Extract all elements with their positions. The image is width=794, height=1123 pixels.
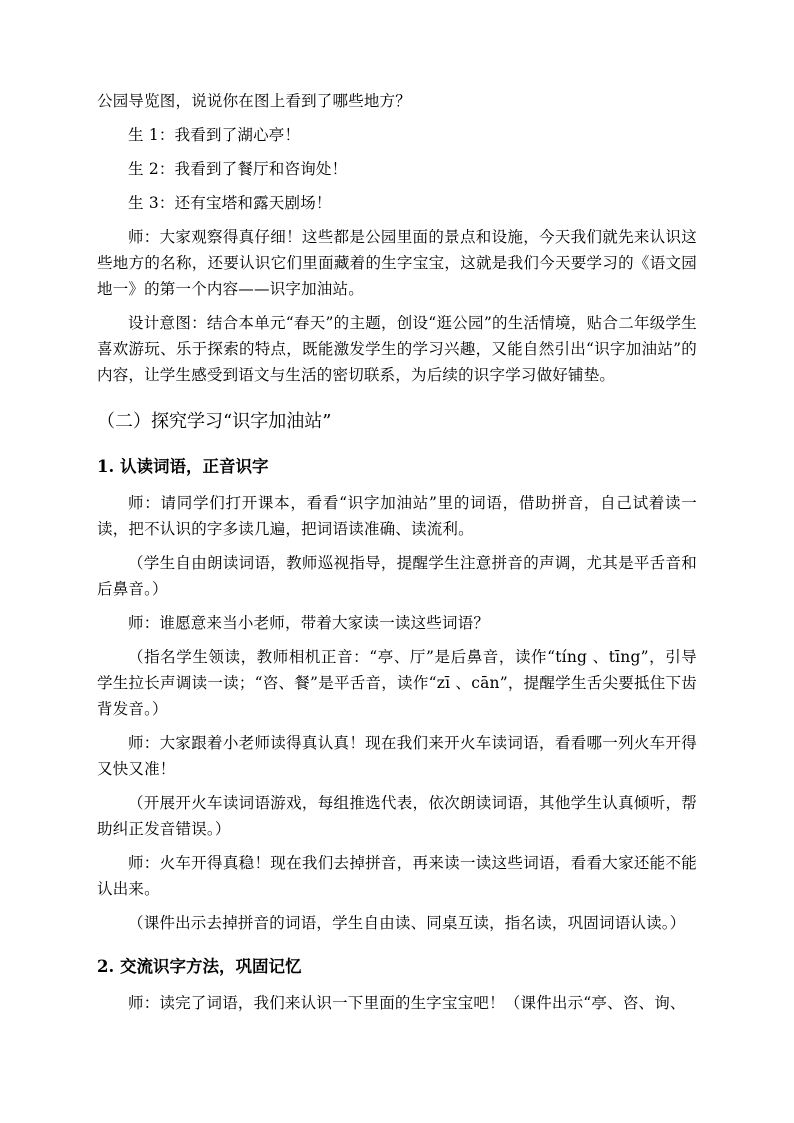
subsection-heading: 1. 认读词语，正音识字 bbox=[97, 457, 269, 476]
paragraph: 师：大家观察得真仔细！这些都是公园里面的景点和设施，今天我们就先来认识这些地方的名称，还要认识它们里面藏着的生字宝宝，这就是我们今天要学习的《语文园地一》的第一个内容——识字加油站。 bbox=[97, 228, 697, 298]
paragraph: 生 2：我看到了餐厅和咨询处！ bbox=[128, 160, 348, 178]
paragraph: 公园导览图，说说你在图上看到了哪些地方？ bbox=[97, 92, 412, 110]
paragraph: 生 3：还有宝塔和露天剧场！ bbox=[128, 194, 332, 212]
paragraph: （课件出示去掉拼音的词语，学生自由读、同桌互读，指名读，巩固词语认读。） bbox=[128, 914, 686, 932]
paragraph: （学生自由朗读词语，教师巡视指导，提醒学生注意拼音的声调，尤其是平舌音和后鼻音。） bbox=[97, 554, 697, 598]
design-intent-paragraph: 设计意图：结合本单元“春天”的主题，创设“逛公园”的生活情境，贴合二年级学生喜欢游玩、乐于探索的特点，既能激发学生的学习兴趣，又能自然引出“识字加油站”的内容，让学生感受到语文与生活的密切联系，为后续的识字学习做好铺垫。 bbox=[97, 314, 697, 384]
paragraph: 师：读完了词语，我们来认识一下里面的生字宝宝吧！（课件出示“亭、咨、询、 bbox=[128, 994, 686, 1012]
paragraph: （指名学生领读，教师相机正音：“亭、厅”是后鼻音，读作“tíng 、tīng”，引导学生拉长声调读一读；“咨、餐”是平舌音，读作“zī 、cān”，提醒学生舌尖要抵住下齿背发音。） bbox=[97, 648, 697, 718]
paragraph: 师：谁愿意来当小老师，带着大家读一读这些词语？ bbox=[128, 614, 490, 632]
paragraph: 师：大家跟着小老师读得真认真！现在我们来开火车读词语，看看哪一列火车开得又快又准！ bbox=[97, 734, 697, 778]
paragraph: 师：火车开得真稳！现在我们去掉拼音，再来读一读这些词语，看看大家还能不能认出来。 bbox=[97, 854, 697, 898]
section-heading: （二）探究学习“识字加油站” bbox=[97, 411, 332, 432]
subsection-heading: 2. 交流识字方法，巩固记忆 bbox=[97, 957, 302, 976]
paragraph: 生 1：我看到了湖心亭！ bbox=[128, 126, 301, 144]
paragraph: 师：请同学们打开课本，看看“识字加油站”里的词语，借助拼音，自己试着读一读，把不认识的字多读几遍，把词语读准确、读流利。 bbox=[97, 494, 697, 538]
document-page bbox=[97, 88, 697, 1016]
paragraph: （开展开火车读词语游戏，每组推选代表，依次朗读词语，其他学生认真倾听，帮助纠正发音错误。） bbox=[97, 794, 697, 838]
